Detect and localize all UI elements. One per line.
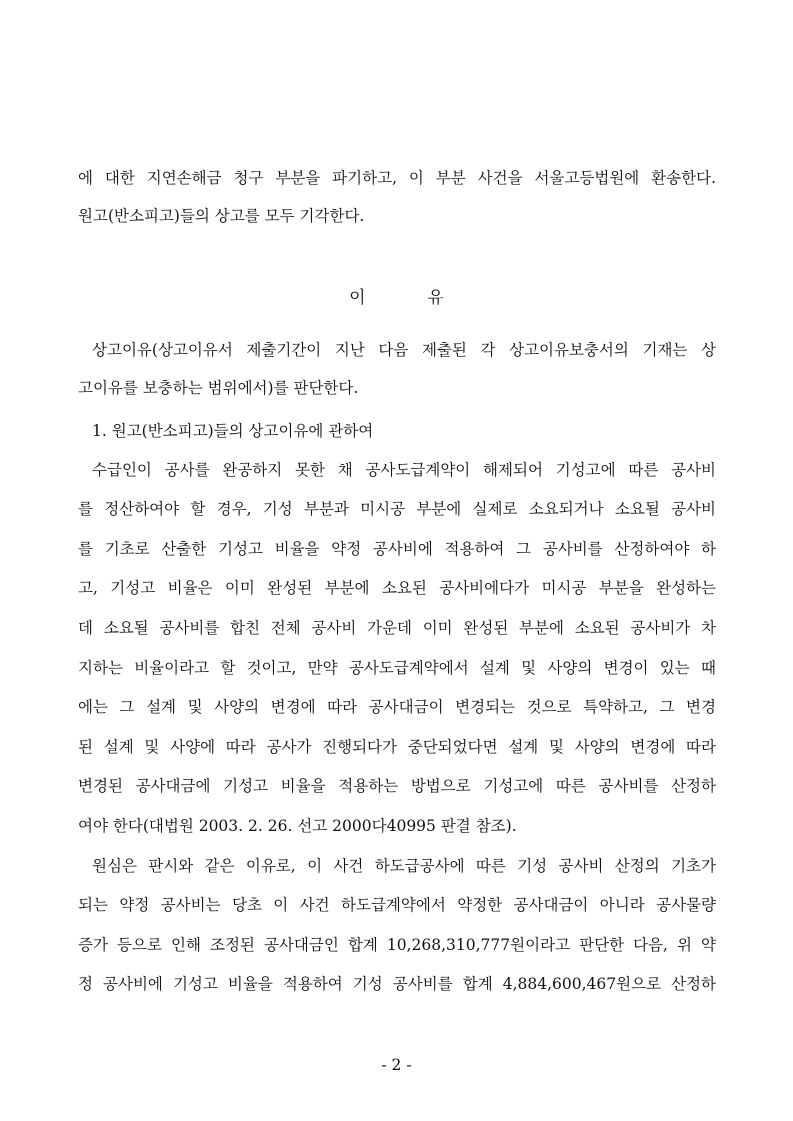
heading-char-left: 이	[349, 288, 366, 308]
text-line-16: 원심은 판시와 같은 이유로, 이 사건 하도급공사에 따른 기성 공사비 산정의 기초가	[92, 857, 716, 875]
text-line-15: 여야 한다(대법원 2003. 2. 26. 선고 2000다40995 판결 참조).	[78, 817, 517, 835]
text-line-2: 원고(반소피고)들의 상고를 모두 기각한다.	[78, 207, 365, 225]
text-line-8: 를 기초로 산출한 기성고 비율을 약정 공사비에 적용하여 그 공사비를 산정하여야 하	[78, 540, 716, 558]
text-line-19: 정 공사비에 기성고 비율을 적용하여 기성 공사비를 합계 4,884,600,467원으로 산정하	[78, 975, 716, 993]
text-line-18: 증가 등으로 인해 조정된 공사대금인 합계 10,268,310,777원이라고 판단한 다음, 위 약	[78, 936, 716, 954]
text-line-10: 데 소요될 공사비를 합친 전체 공사비 가운데 이미 완성된 부분에 소요된 공사비가 차	[78, 619, 716, 637]
text-line-13: 된 설계 및 사양에 따라 공사가 진행되다가 중단되었다면 설계 및 사양의 변경에 따라	[78, 738, 716, 756]
section-heading	[0, 287, 793, 309]
heading-char-right: 유	[427, 288, 444, 308]
page-number: - 2 -	[381, 1056, 412, 1074]
text-line-4: 고이유를 보충하는 범위에서)를 판단한다.	[78, 379, 359, 397]
text-line-3: 상고이유(상고이유서 제출기간이 지난 다음 제출된 각 상고이유보충서의 기재는 상	[92, 341, 716, 359]
text-line-11: 지하는 비율이라고 할 것이고, 만약 공사도급계약에서 설계 및 사양의 변경이 있는 때	[78, 659, 716, 677]
text-line-17: 되는 약정 공사비는 당초 이 사건 하도급계약에서 약정한 공사대금이 아니라 공사물량	[78, 896, 716, 914]
text-line-14: 변경된 공사대금에 기성고 비율을 적용하는 방법으로 기성고에 따른 공사비를 산정하	[78, 777, 716, 795]
text-line-6: 수급인이 공사를 완공하지 못한 채 공사도급계약이 해제되어 기성고에 따른 공사비	[92, 461, 716, 479]
text-line-7: 를 정산하여야 할 경우, 기성 부분과 미시공 부분에 실제로 소요되거나 소요될 공사비	[78, 500, 716, 518]
text-line-12: 에는 그 설계 및 사양의 변경에 따라 공사대금이 변경되는 것으로 특약하고, 그 변경	[78, 698, 716, 716]
subsection-heading: 1. 원고(반소피고)들의 상고이유에 관하여	[92, 422, 374, 440]
text-line-1: 에 대한 지연손해금 청구 부분을 파기하고, 이 부분 사건을 서울고등법원에 환송한다.	[78, 169, 716, 187]
text-line-9: 고, 기성고 비율은 이미 완성된 부분에 소요된 공사비에다가 미시공 부분을 완성하는	[78, 579, 716, 597]
